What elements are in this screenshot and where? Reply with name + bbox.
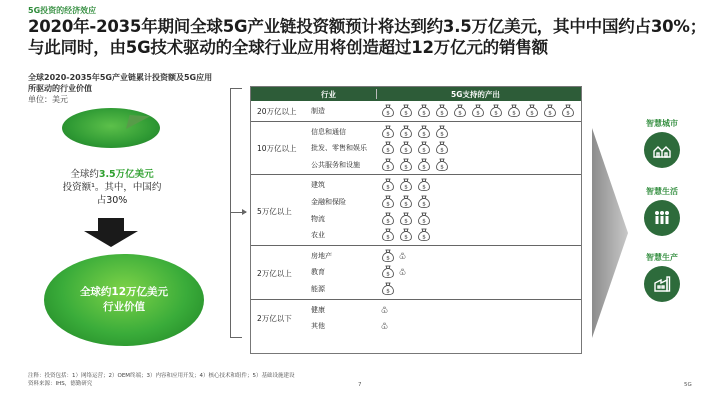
money-bag-icon [435,104,449,118]
svg-text:$: $ [440,110,444,117]
money-bag-icon [399,178,413,192]
money-bag-icon [399,104,413,118]
bracket-arrow-icon [230,212,246,213]
industry-label: 建筑 [311,181,325,190]
svg-text:$: $ [494,110,498,117]
table-header [251,87,581,101]
smart-production-item [634,252,690,302]
svg-text:$: $ [386,218,390,225]
industry-value-line1: 全球约12万亿美元 [79,286,169,298]
svg-text:$: $ [404,131,408,138]
page-title: 2020年-2035年期间全球5G产业链投资额预计将达到约3.5万亿美元，其中中国约占30%；与此同时，由5G技术驱动的全球行业应用将创造超过12万亿元的销售额 [28,17,707,57]
left-caption-unit: 单位：美元 [28,95,68,104]
money-bag-icon [399,125,413,139]
svg-text:$: $ [404,147,408,154]
svg-text:$: $ [404,234,408,241]
left-caption [28,72,218,105]
tier-label: 2万亿以下 [257,314,292,324]
investment-text [60,168,164,207]
chevron-arrow-icon [592,128,628,338]
svg-text:$: $ [422,201,426,208]
svg-text:$: $ [422,110,426,117]
money-bag-icon [399,158,413,172]
svg-text:$: $ [386,110,390,117]
svg-text:$: $ [422,147,426,154]
tier-band [251,122,581,176]
tier-label: 10万亿以上 [257,144,297,154]
money-bag-icon [381,141,395,155]
svg-text:$: $ [422,184,426,191]
tier-band [251,175,581,245]
investment-rest: 投资额¹。其中，中国约占30% [62,182,162,206]
city-icon [644,132,680,168]
investment-ellipse [62,108,160,148]
svg-text:$: $ [383,308,386,313]
industry-label: 教育 [311,268,325,277]
money-bag-icon [381,265,395,279]
money-bag-icon [381,303,395,317]
people-icon [644,200,680,236]
money-bag-icon [381,228,395,242]
industry-value-line2: 行业价值 [103,301,145,313]
money-bag-icon [417,178,431,192]
industry-label: 制造 [311,107,325,115]
svg-text:$: $ [404,164,408,171]
money-bag-icon [417,228,431,242]
footnote-source: 资料来源：IHS，德勤研究 [28,381,93,387]
industry-value-ellipse [44,254,204,346]
money-bag-icon [381,158,395,172]
svg-text:$: $ [386,164,390,171]
section-eyebrow: 5G投资的经济效应 [28,6,97,15]
industry-label: 金融和保险 [311,197,346,206]
svg-text:$: $ [401,271,404,276]
svg-text:$: $ [422,131,426,138]
svg-text:$: $ [386,255,390,262]
svg-text:$: $ [404,201,408,208]
tier-label: 5万亿以上 [257,206,292,216]
svg-text:$: $ [386,234,390,241]
money-bag-icon [399,141,413,155]
money-bag-icon [435,125,449,139]
money-bag-icon [435,141,449,155]
money-bag-icon [435,158,449,172]
svg-text:$: $ [566,110,570,117]
money-bag-icon [543,104,557,118]
money-bag-icon [525,104,539,118]
money-bag-icon [417,195,431,209]
svg-text:$: $ [458,110,462,117]
svg-text:$: $ [476,110,480,117]
svg-text:$: $ [422,164,426,171]
smart-city-item [634,118,690,168]
tier-band [251,300,581,337]
svg-text:$: $ [404,110,408,117]
left-caption-text: 全球2020-2035年5G产业链累计投资额及5G应用所驱动的行业价值 [28,73,213,93]
industry-label: 健康 [311,305,325,314]
industry-label: 其他 [311,322,325,331]
money-bag-icon [381,212,395,226]
investment-highlight: 3.5万亿美元 [98,169,154,180]
svg-text:$: $ [530,110,534,117]
money-bag-icon [381,249,395,263]
svg-text:$: $ [404,184,408,191]
money-bag-icon [381,104,395,118]
money-bag-icon [381,195,395,209]
industry-label: 房地产 [311,251,332,260]
svg-text:$: $ [401,254,404,259]
svg-text:$: $ [386,201,390,208]
svg-text:$: $ [386,147,390,154]
col-output-header: 5G支持的产出 [451,90,500,99]
page-number: 7 [358,382,362,388]
money-bag-icon [399,265,413,279]
svg-text:$: $ [512,110,516,117]
money-bag-icon [381,282,395,296]
footnote-note: 注释：投资包括：1）网络运营；2）OEM终端；3）内容和应用开发；4）核心技术和组件；5）基础设施建设 [28,373,295,379]
svg-text:$: $ [386,288,390,295]
industry-label: 能源 [311,284,325,293]
svg-text:$: $ [386,131,390,138]
money-bag-icon [507,104,521,118]
brand-mark: 5G [684,382,692,388]
money-bag-icon [489,104,503,118]
money-bag-icon [561,104,575,118]
industry-label: 物流 [311,214,325,223]
industry-label: 公共服务和设施 [311,160,360,169]
money-bag-icon [381,125,395,139]
tier-band [251,101,581,122]
tier-label: 20万亿以上 [257,107,297,117]
output-table [250,86,582,354]
smart-life-label: 智慧生活 [646,187,678,196]
money-bag-icon [399,228,413,242]
col-industry-header: 行业 [321,90,336,99]
money-bag-icon [381,178,395,192]
money-bag-icon [471,104,485,118]
money-bag-icon [417,158,431,172]
smart-production-label: 智慧生产 [646,253,678,262]
industry-label: 批发、零售和娱乐 [311,144,367,153]
svg-text:$: $ [440,147,444,154]
svg-text:$: $ [386,271,390,278]
footnote [28,372,628,388]
svg-text:$: $ [440,164,444,171]
svg-text:$: $ [404,218,408,225]
svg-text:$: $ [548,110,552,117]
smart-life-item [634,186,690,236]
smart-city-label: 智慧城市 [646,119,678,128]
svg-text:$: $ [422,234,426,241]
money-bag-icon [399,195,413,209]
tier-band [251,246,581,300]
money-bag-icon [453,104,467,118]
money-bag-icon [417,141,431,155]
svg-text:$: $ [440,131,444,138]
industry-label: 农业 [311,231,325,240]
investment-prefix: 全球约 [70,169,99,180]
china-share-slice [126,115,150,129]
money-bag-icon [417,104,431,118]
money-bag-icon [417,212,431,226]
down-arrow-icon [84,218,138,248]
money-bag-icon [417,125,431,139]
svg-text:$: $ [422,218,426,225]
factory-icon [644,266,680,302]
industry-label: 信息和通信 [311,127,346,136]
money-bag-icon [399,212,413,226]
bracket-connector [230,88,242,338]
money-bag-icon [381,319,395,333]
money-bag-icon [399,249,413,263]
svg-text:$: $ [386,184,390,191]
svg-text:$: $ [383,324,386,329]
tier-label: 2万亿以上 [257,268,292,278]
